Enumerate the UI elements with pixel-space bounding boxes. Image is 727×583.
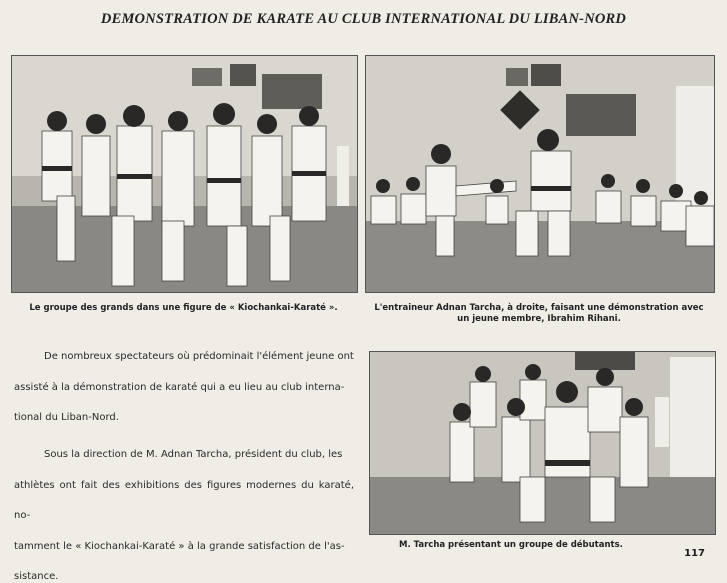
group-photo <box>11 55 358 293</box>
trainer-demonstration-photo <box>365 55 715 293</box>
paragraph-1-line-2: assisté à la démonstration de karaté qui a eu lieu au club interna- <box>14 381 345 393</box>
article-title: DEMONSTRATION DE KARATE AU CLUB INTERNATIONAL DU LIBAN-NORD <box>100 11 627 27</box>
group-photo-caption: Le groupe des grands dans une figure de « Kiochankai-Karaté ». <box>29 303 338 313</box>
beginners-photo <box>369 351 716 535</box>
page-number: 117 <box>684 548 705 559</box>
article-paragraph-1 <box>14 342 354 434</box>
paragraph-2-line-2: athlètes ont fait des exhibitions des figures modernes du karaté, no- <box>14 479 354 521</box>
article-paragraph-2 <box>14 440 354 583</box>
paragraph-2-line-3: tamment le « Kiochankai-Karaté » à la grande satisfaction de l'as- <box>14 540 345 552</box>
paragraph-2-line-4: sistance. <box>14 571 59 582</box>
trainer-caption-line1: L'entraineur Adnan Tarcha, à droite, faisant une démonstration avec <box>374 303 704 313</box>
trainer-caption-line2: un jeune membre, Ibrahim Rihani. <box>457 314 621 324</box>
trainer-photo-caption <box>365 303 713 325</box>
paragraph-2-line-1: Sous la direction de M. Adnan Tarcha, président du club, les <box>44 449 343 460</box>
paragraph-1-line-3: tional du Liban-Nord. <box>14 412 119 423</box>
paragraph-1-line-1: De nombreux spectateurs où prédominait l'élément jeune ont <box>44 351 354 362</box>
beginners-photo-caption: M. Tarcha présentant un groupe de débutants. <box>399 540 623 550</box>
